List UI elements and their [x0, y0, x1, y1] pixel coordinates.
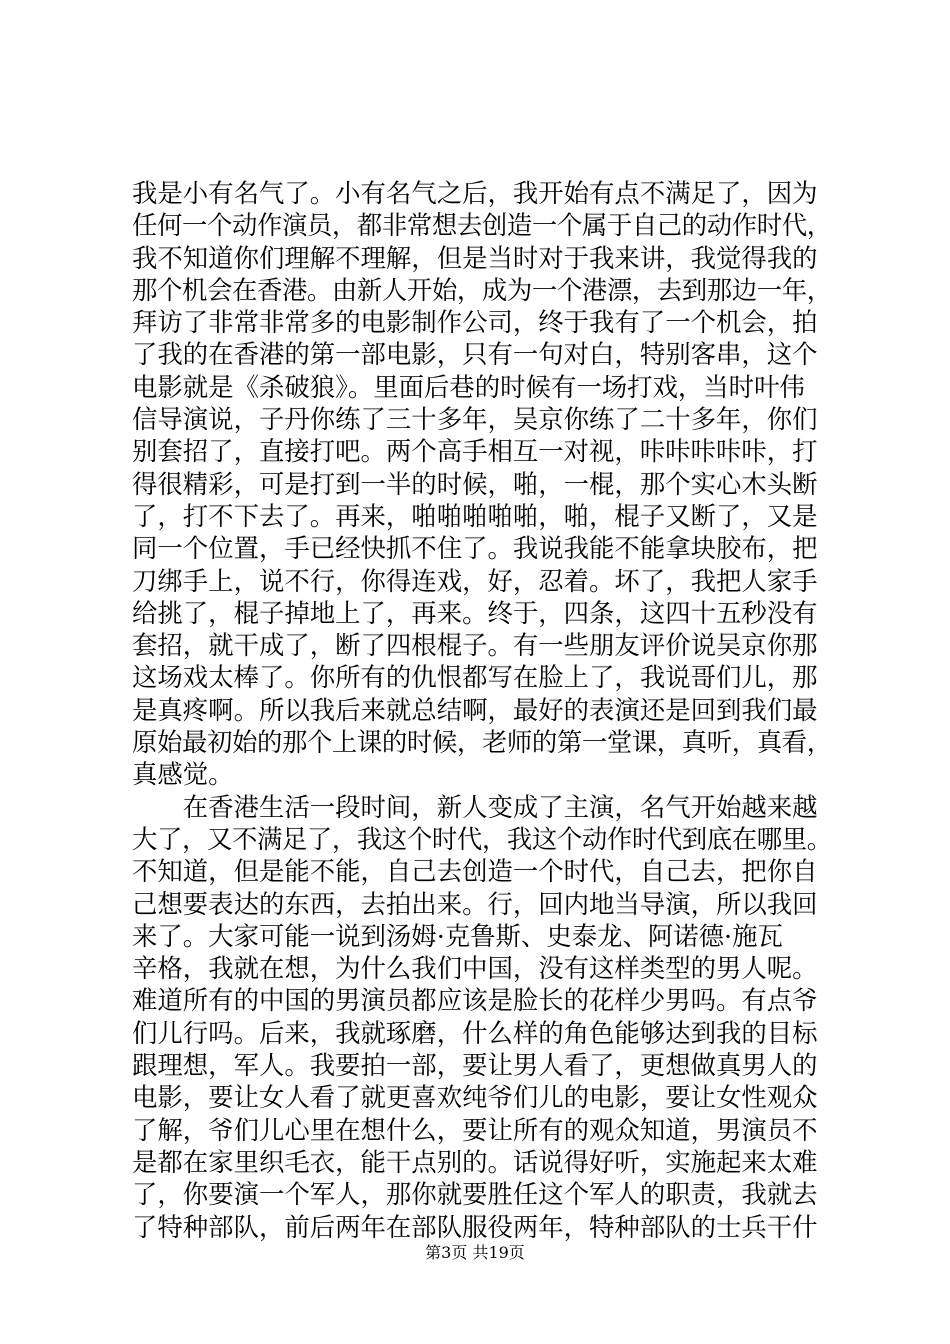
text-line: 套招，就干成了，断了四根棍子。有一些朋友评价说吴京你那 [132, 630, 818, 661]
text-line: 别套招了，直接打吧。两个高手相互一对视，咔咔咔咔咔，打 [132, 436, 818, 467]
text-line: 我不知道你们理解不理解，但是当时对于我来讲，我觉得我的 [132, 242, 818, 273]
text-line: 这场戏太棒了。你所有的仇恨都写在脸上了，我说哥们儿，那 [132, 662, 818, 693]
text-line: 不知道，但是能不能，自己去创造一个时代，自己去，把你自 [132, 856, 818, 887]
text-line: 我是小有名气了。小有名气之后，我开始有点不满足了，因为 [132, 178, 818, 208]
text-line: 电影，要让女人看了就更喜欢纯爷们儿的电影，要让女性观众 [132, 1082, 818, 1113]
text-line: 了我的在香港的第一部电影，只有一句对白，特别客串，这个 [132, 339, 818, 370]
text-line: 了，打不下去了。再来，啪啪啪啪啪，啪，棍子又断了，又是 [132, 500, 818, 531]
text-line: 刀绑手上，说不行，你得连戏，好，忍着。坏了，我把人家手 [132, 565, 818, 596]
text-line: 真感觉。 [132, 759, 234, 790]
text-line: 己想要表达的东西，去拍出来。行，回内地当导演，所以我回 [132, 888, 818, 919]
text-line: 信导演说，子丹你练了三十多年，吴京你练了二十多年，你们 [132, 404, 818, 435]
text-line: 是都在家里织毛衣，能干点别的。话说得好听，实施起来太难 [132, 1146, 818, 1177]
text-line: 同一个位置，手已经快抓不住了。我说我能不能拿块胶布，把 [132, 533, 818, 564]
page-footer: 第3页 共19页 [425, 1243, 525, 1262]
text-line: 跟理想，军人。我要拍一部，要让男人看了，更想做真男人的 [132, 1050, 818, 1081]
text-line: 难道所有的中国的男演员都应该是脸长的花样少男吗。有点爷 [132, 985, 818, 1016]
text-line: 是真疼啊。所以我后来就总结啊，最好的表演还是回到我们最 [132, 694, 818, 725]
text-line: 得很精彩，可是打到一半的时候，啪，一棍，那个实心木头断 [132, 468, 818, 499]
text-line: 们儿行吗。后来，我就琢磨，什么样的角色能够达到我的目标 [132, 1017, 818, 1048]
text-line: 任何一个动作演员，都非常想去创造一个属于自己的动作时代， [132, 210, 832, 241]
text-line: 电影就是《杀破狼》。里面后巷的时候有一场打戏，当时叶伟 [132, 371, 805, 402]
text-line: 辛格，我就在想，为什么我们中国，没有这样类型的男人呢。 [132, 953, 818, 984]
text-line: 原始最初始的那个上课的时候，老师的第一堂课，真听，真看， [132, 727, 832, 758]
text-line: 大了，又不满足了，我这个时代，我这个动作时代到底在哪里。 [132, 823, 832, 854]
body-text [132, 177, 832, 1243]
text-line: 了，你要演一个军人，那你就要胜任这个军人的职责，我就去 [132, 1179, 818, 1210]
text-line: 在香港生活一段时间，新人变成了主演，名气开始越来越 [132, 791, 818, 822]
text-line: 给挑了，棍子掉地上了，再来。终于，四条，这四十五秒没有 [132, 597, 818, 628]
text-line: 了特种部队，前后两年在部队服役两年，特种部队的士兵干什 [132, 1211, 818, 1242]
text-line: 那个机会在香港。由新人开始，成为一个港漂，去到那边一年， [132, 274, 832, 305]
text-line: 了解，爷们儿心里在想什么，要让所有的观众知道，男演员不 [132, 1114, 818, 1145]
text-line: 来了。大家可能一说到汤姆·克鲁斯、史泰龙、阿诺德·施瓦 [132, 920, 783, 951]
text-line: 拜访了非常非常多的电影制作公司，终于我有了一个机会，拍 [132, 307, 818, 338]
